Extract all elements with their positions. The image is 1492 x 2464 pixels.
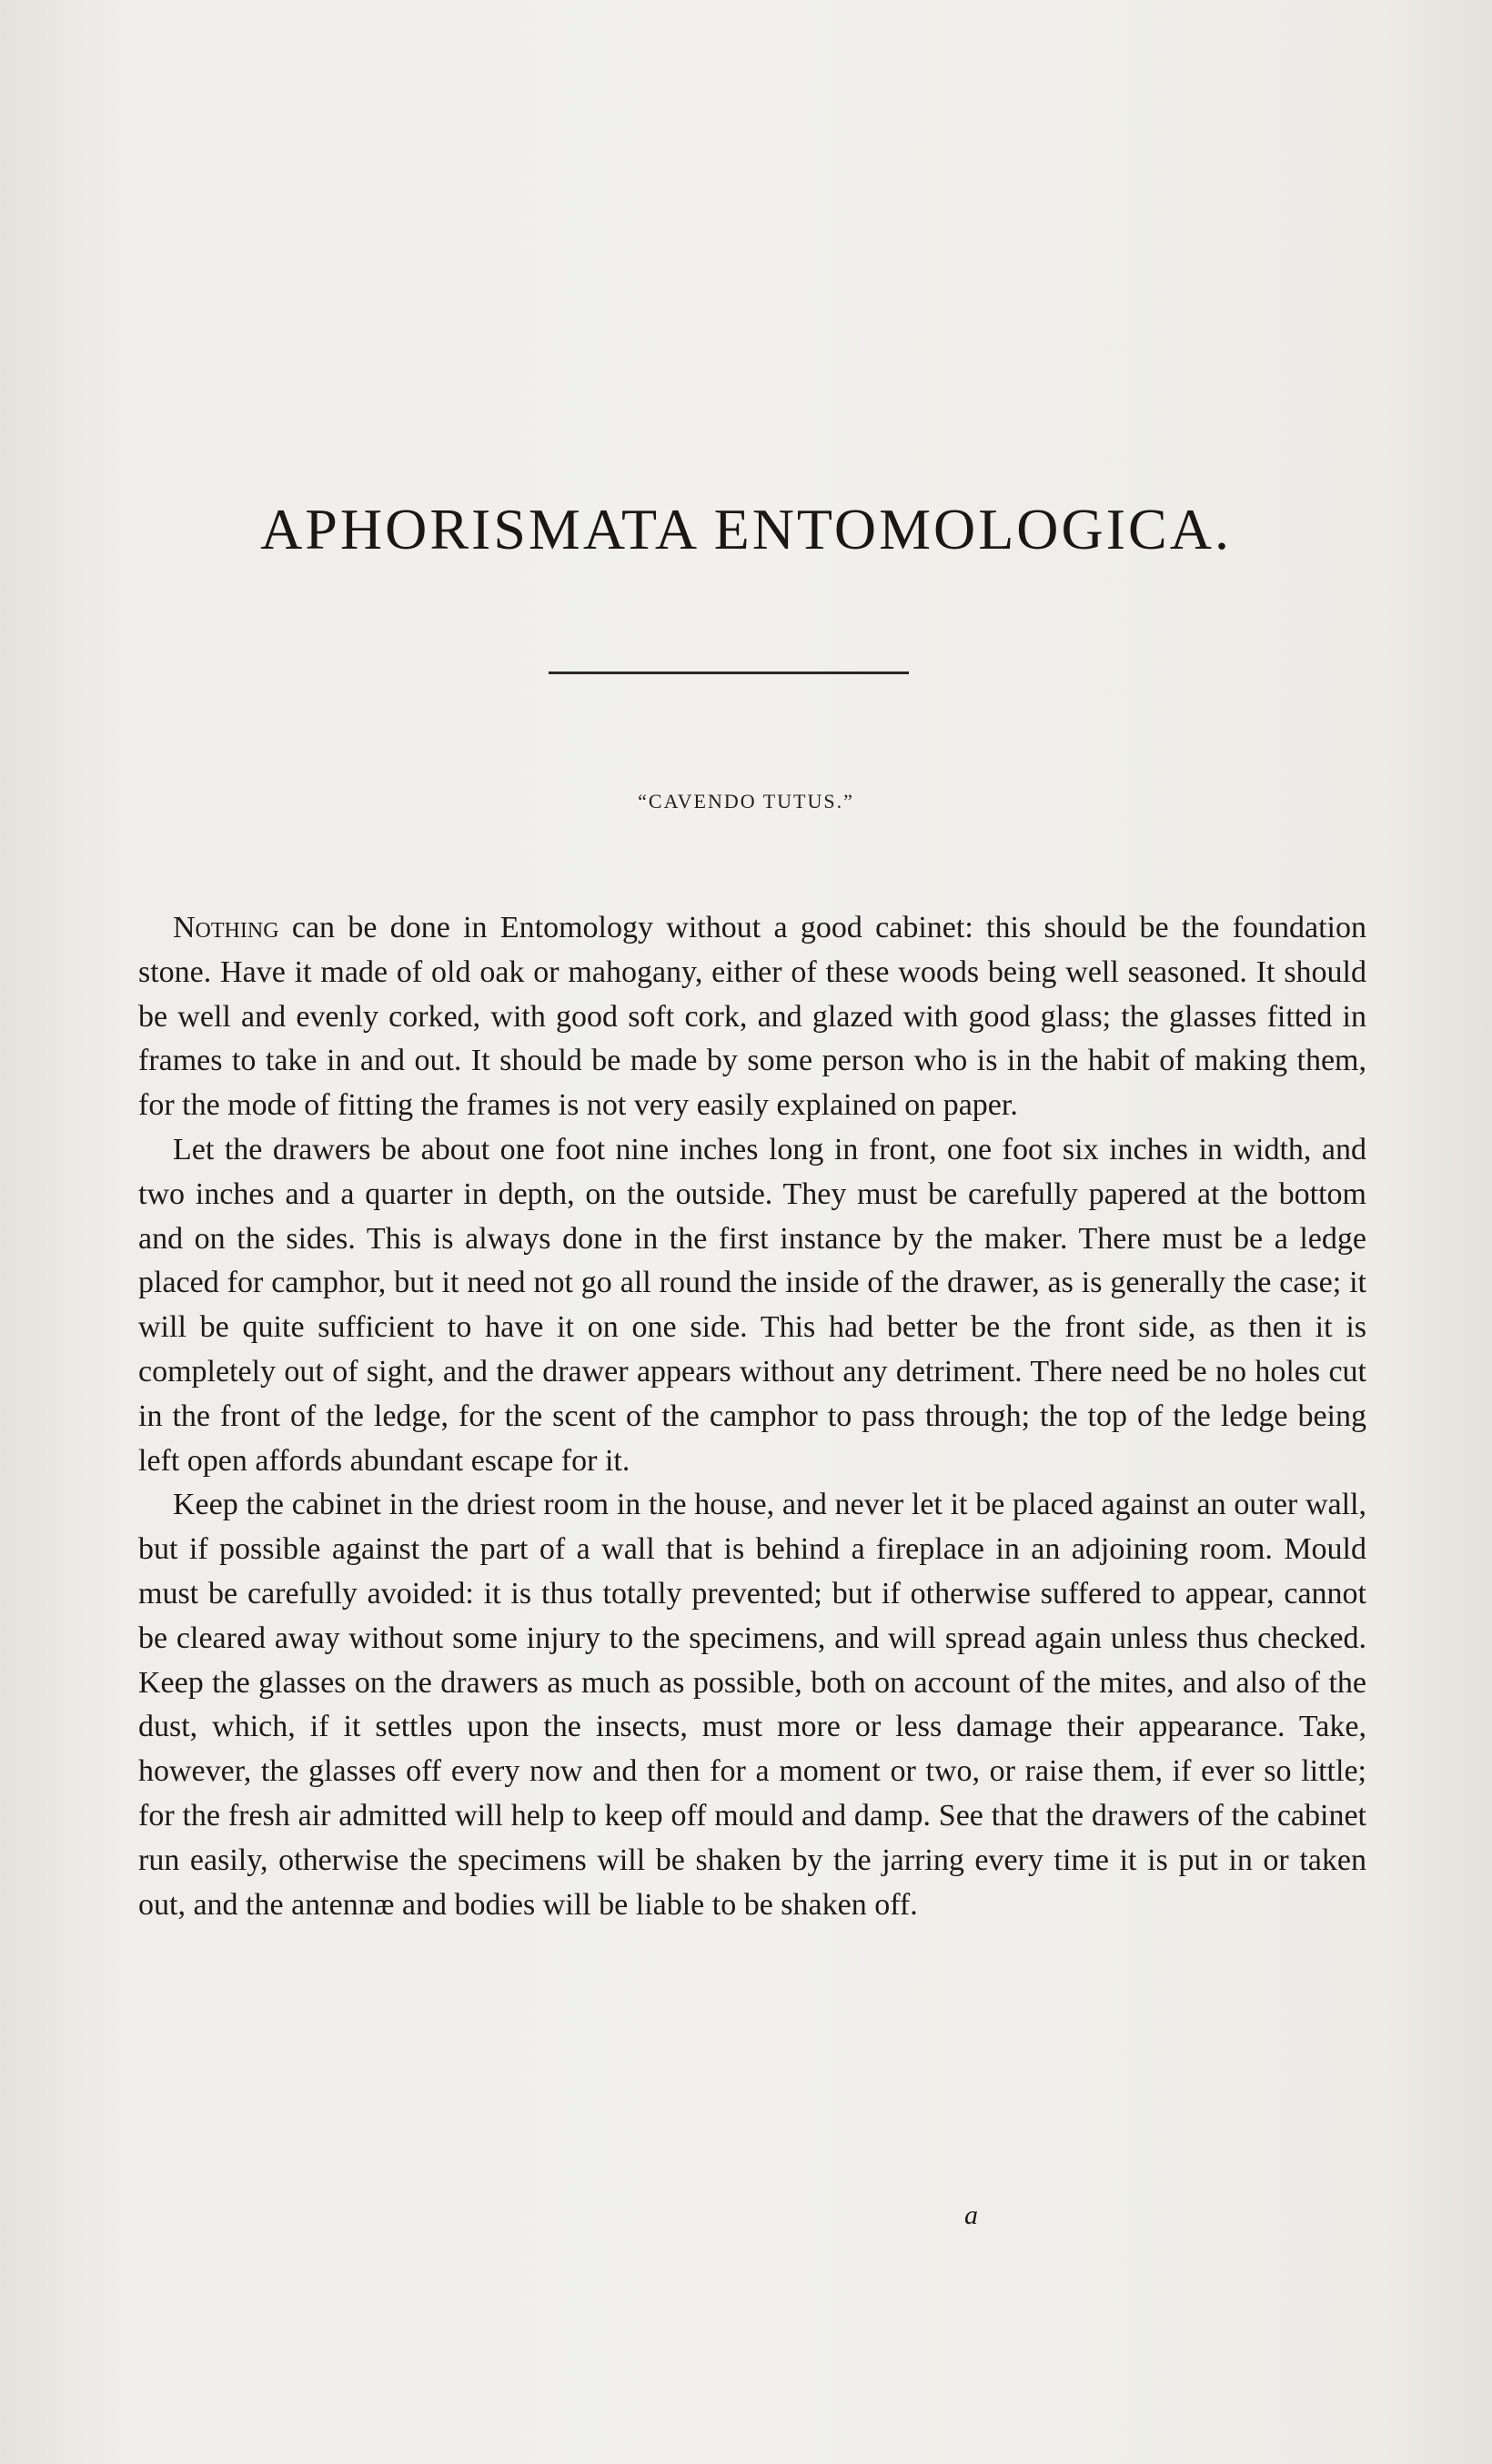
page-title: APHORISMATA ENTOMOLOGICA. (260, 497, 1232, 561)
paragraph-lead-word: Nothing (173, 911, 279, 944)
paragraph-2: Let the drawers be about one foot nine inches long in front, one foot six inches in width, and two inches and a quarter in depth, on the outside. They must be carefully papered at the bottom and on the sides. This is always done in the first instance by the maker. There must be a ledge placed for camphor, but it need not go all round the inside of the drawer, as is generally the case; it will be quite sufficient to have it on one side. This had better be the front side, as then it is completely out of sight, and the drawer appears without any detriment. There need be no holes cut in the front of the ledge, for the scent of the camphor to pass through; the top of the ledge being left open affords abundant escape for it. (138, 1132, 1366, 1478)
signature-mark: a (964, 2200, 978, 2230)
body-text (138, 906, 1366, 1927)
title-rule (549, 672, 909, 674)
motto: “CAVENDO TUTUS.” (638, 790, 854, 813)
paragraph-1-text: can be done in Entomology without a good cabinet: this should be the foundation stone. Have it made of old oak or mahogany, either of these woods being well seasoned. It should be well and evenly corked, with good soft cork, and glazed with good glass; the glasses fitted in frames to take in and out. It should be made by some person who is in the habit of making them, for the mode of fitting the frames is not very easily explained on paper. (138, 911, 1366, 1123)
paragraph-1 (138, 906, 1366, 1128)
paragraph-3: Keep the cabinet in the driest room in the house, and never let it be placed against an outer wall, but if possible against the part of a wall that is behind a fireplace in an adjoining room. Mould must be carefully avoided: it is thus totally prevented; but if otherwise suffered to appear, cannot be cleared away without some injury to the specimens, and will spread again unless thus checked. Keep the glasses on the drawers as much as possible, both on account of the mites, and also of the dust, which, if it settles upon the insects, must more or less damage their appearance. Take, however, the glasses off every now and then for a moment or two, or raise them, if ever so little; for the fresh air admitted will help to keep off mould and damp. See that the drawers of the cabinet run easily, otherwise the specimens will be shaken by the jarring every time it is put in or taken out, and the antennæ and bodies will be liable to be shaken off. (138, 1488, 1366, 1922)
